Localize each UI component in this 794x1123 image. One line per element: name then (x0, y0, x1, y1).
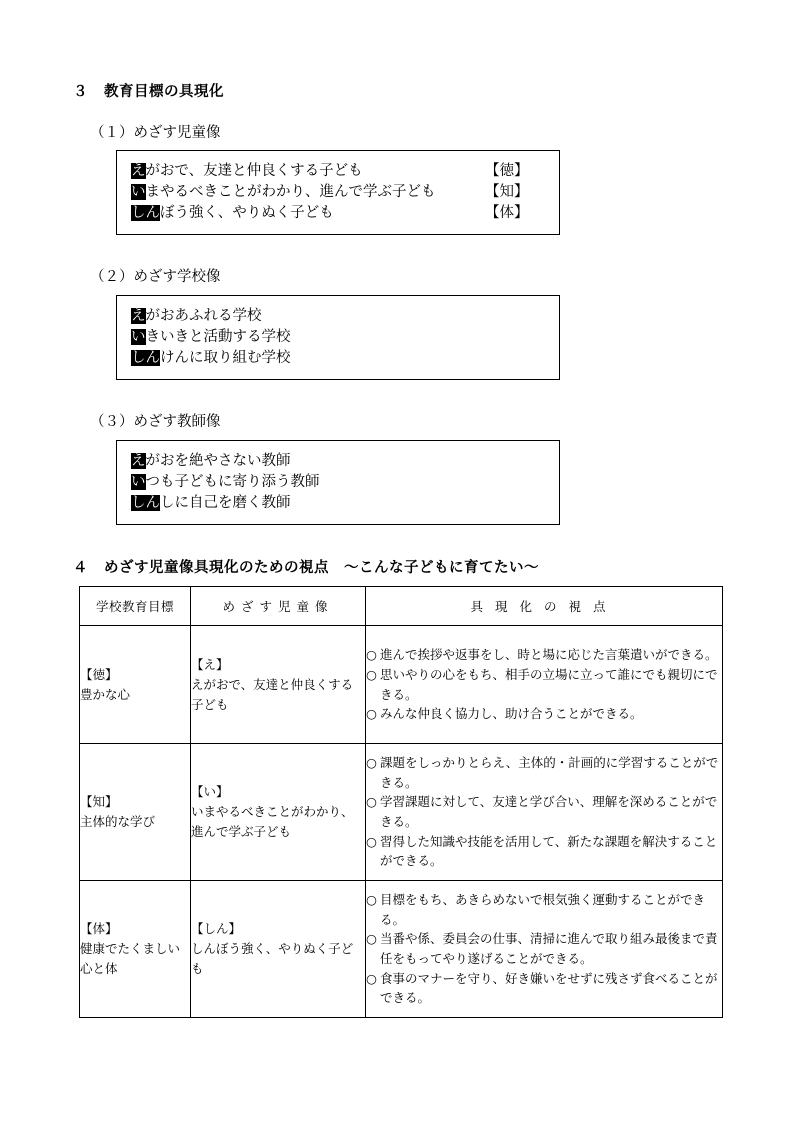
goal-tag: 【徳】 (80, 666, 118, 682)
line-text: しに自己を磨く教師 (160, 495, 291, 511)
line-text: けんに取り組む学校 (160, 350, 291, 366)
school-line (131, 327, 545, 347)
school-heading: （２）めざす学校像 (90, 269, 221, 285)
teacher-box (116, 440, 560, 525)
viewpoint-text: みんな仲良く協力し、助け合うことができる。 (380, 706, 643, 722)
goal-cell (80, 744, 191, 881)
line-tag: 【体】 (485, 205, 529, 221)
highlight-letter: い (131, 329, 146, 345)
bullet-icon: ○ (366, 647, 377, 663)
highlight-letter: え (131, 453, 146, 469)
header-viewpoints: 具現化の視点 (366, 587, 723, 626)
school-line (131, 348, 545, 368)
viewpoint-item (366, 832, 722, 871)
viewpoint-item (366, 704, 722, 724)
children-heading: （１）めざす児童像 (90, 125, 221, 141)
viewpoint-text: 課題をしっかりとらえ、主体的・計画的に学習することができる。 (380, 755, 719, 790)
goal-text: 豊かな心 (80, 686, 131, 702)
bullet-icon: ○ (366, 892, 377, 908)
goal-text: 健康でたくましい心と体 (80, 941, 181, 976)
viewpoint-text: 当番や係、委員会の仕事、清掃に進んで取り組み最後まで責任をもってやり遂げることができる。 (380, 931, 718, 966)
viewpoints-cell (366, 881, 723, 1018)
section-4-title: めざす児童像具現化のための視点 ～こんな子どもに育てたい～ (104, 560, 539, 576)
viewpoint-item (366, 890, 722, 929)
line-text: きいきと活動する学校 (145, 329, 291, 345)
viewpoint-item (366, 969, 722, 1008)
line-text: がおで、友達と仲良くする子ども (145, 163, 363, 179)
highlight-letter: しん (131, 495, 160, 511)
school-box (116, 295, 560, 380)
image-text: しんぼう強く、やりぬく子ども (191, 941, 354, 976)
children-line (131, 182, 545, 202)
table-row (80, 744, 723, 881)
viewpoint-item (366, 929, 722, 968)
image-text: えがおで、友達と仲良くする子ども (191, 676, 354, 712)
image-cell (191, 626, 366, 744)
image-tag: 【しん】 (191, 921, 242, 936)
header-school-goal: 学校教育目標 (80, 587, 191, 626)
line-text: まやるべきことがわかり、進んで学ぶ子ども (145, 184, 436, 200)
viewpoint-text: 目標をもち、あきらめないで根気強く運動することができる。 (380, 892, 706, 927)
goal-tag: 【体】 (80, 921, 118, 936)
viewpoints-cell (366, 744, 723, 881)
section-3-title: 教育目標の具現化 (104, 84, 224, 100)
children-box (116, 150, 560, 235)
viewpoint-text: 習得した知識や技能を活用して、新たな課題を解決することができる。 (380, 833, 718, 869)
image-cell (191, 744, 366, 881)
image-cell (191, 881, 366, 1018)
viewpoint-text: 学習課題に対して、友達と学び合い、理解を深めることができる。 (380, 794, 718, 829)
bullet-icon: ○ (366, 970, 377, 986)
table-row (80, 626, 723, 744)
teacher-line (131, 493, 545, 513)
bullet-icon: ○ (366, 706, 377, 722)
line-text: がおあふれる学校 (145, 308, 262, 324)
highlight-letter: い (131, 184, 146, 200)
bullet-icon: ○ (366, 794, 377, 810)
bullet-icon: ○ (366, 755, 377, 771)
table-row (80, 881, 723, 1018)
viewpoint-text: 食事のマナーを守り、好き嫌いをせずに残さず食べることができる。 (380, 970, 718, 1006)
bullet-icon: ○ (366, 833, 377, 849)
teacher-line (131, 472, 545, 492)
line-text: ぼう強く、やりぬく子ども (160, 205, 334, 221)
viewpoint-text: 進んで挨拶や返事をし、時と場に応じた言葉遣いができる。 (380, 647, 718, 663)
line-tag: 【知】 (485, 184, 529, 200)
table-header-row (80, 587, 723, 626)
viewpoint-item (366, 753, 722, 792)
goal-tag: 【知】 (80, 794, 118, 809)
section-3-heading (73, 80, 224, 101)
children-line (131, 203, 545, 223)
teacher-heading: （３）めざす教師像 (90, 414, 221, 430)
viewpoint-item (366, 665, 722, 704)
viewpoint-text: 思いやりの心をもち、相手の立場に立って誰にでも親切にできる。 (380, 666, 718, 702)
section-4-heading (73, 556, 539, 577)
bullet-icon: ○ (366, 666, 377, 682)
teacher-line (131, 451, 545, 471)
image-text: いまやるべきことがわかり、進んで学ぶ子ども (191, 804, 354, 839)
section-4-number: ４ (73, 560, 88, 576)
line-text: がおを絶やさない教師 (145, 453, 291, 469)
viewpoint-item (366, 645, 722, 665)
line-text: つも子どもに寄り添う教師 (145, 474, 320, 490)
section-3-number: ３ (73, 84, 88, 100)
header-child-image: めざす児童像 (191, 587, 366, 626)
children-line (131, 161, 545, 181)
highlight-letter: い (131, 474, 146, 490)
viewpoint-table (79, 586, 723, 1018)
highlight-letter: しん (131, 205, 160, 221)
bullet-icon: ○ (366, 931, 377, 947)
highlight-letter: え (131, 308, 146, 324)
goal-cell (80, 626, 191, 744)
goal-text: 主体的な学び (80, 814, 156, 829)
school-line (131, 306, 545, 326)
viewpoints-cell (366, 626, 723, 744)
image-tag: 【え】 (191, 656, 229, 672)
highlight-letter: え (131, 163, 146, 179)
viewpoint-item (366, 792, 722, 831)
goal-cell (80, 881, 191, 1018)
highlight-letter: しん (131, 350, 160, 366)
image-tag: 【い】 (191, 784, 229, 799)
line-tag: 【徳】 (485, 163, 529, 179)
